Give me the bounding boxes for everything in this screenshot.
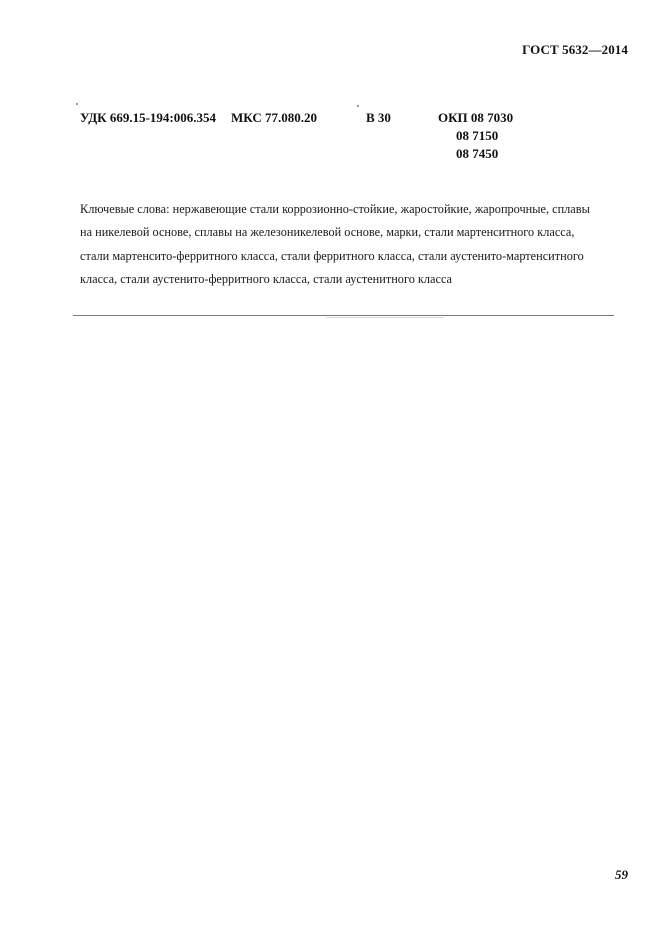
standard-number: ГОСТ 5632—2014 bbox=[522, 42, 628, 57]
mks-code: МКС 77.080.20 bbox=[231, 110, 318, 125]
rule-shadow bbox=[326, 317, 444, 318]
scan-speck bbox=[357, 105, 359, 107]
okp-codes bbox=[438, 109, 513, 163]
scan-speck bbox=[76, 103, 78, 105]
okp-code-2: 08 7150 bbox=[456, 128, 499, 143]
page-number: 59 bbox=[615, 867, 628, 882]
okp-code-3: 08 7450 bbox=[456, 146, 499, 161]
class-code: В 30 bbox=[366, 110, 391, 125]
keywords-paragraph: Ключевые слова: нержавеющие стали коррозионно-стойкие, жаростойкие, жаропрочные, сплавы на никелевой основе, сплавы на железоникелевой основе, марки, стали мартенситного класса, стали мартенсито-ферритного класса, стали ферритного класса, стали аустенито-мартенситного класса, стали аустенито-ферритного класса, стали аустенитного класса bbox=[80, 202, 590, 286]
udk-code: УДК 669.15-194:006.354 bbox=[80, 110, 217, 125]
okp-code-1: ОКП 08 7030 bbox=[438, 110, 514, 125]
horizontal-rule bbox=[73, 315, 614, 316]
